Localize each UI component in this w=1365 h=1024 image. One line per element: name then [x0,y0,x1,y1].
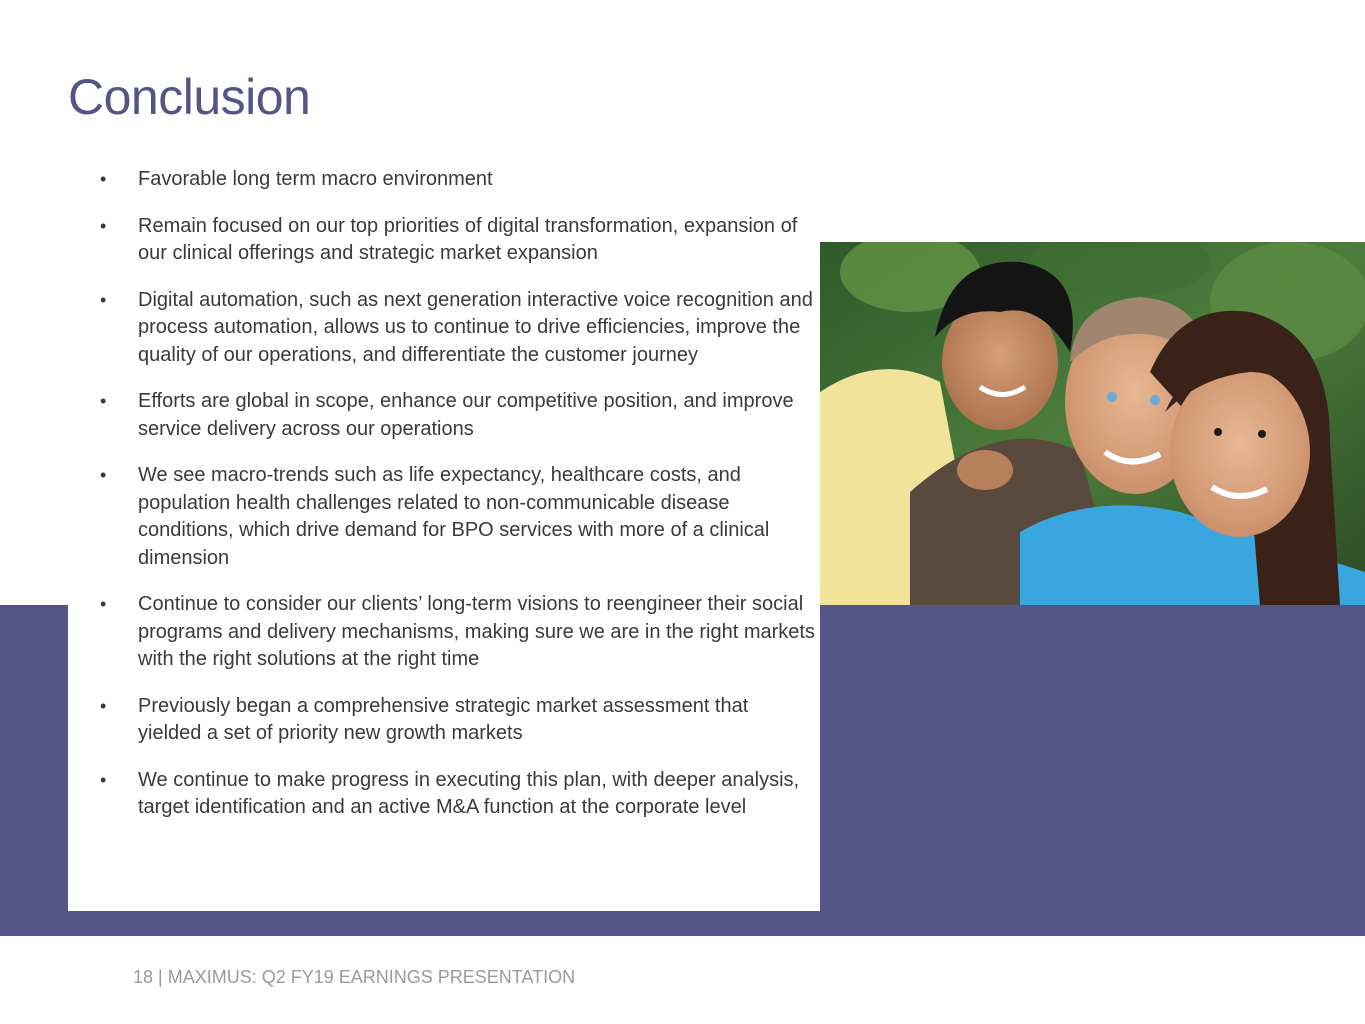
bullet-text: Previously began a comprehensive strategic market assessment that yielded a set of priority new growth markets [138,694,749,744]
bullet-text: Continue to consider our clients’ long-term visions to reengineer their social programs and delivery mechanisms, making sure we are in the right markets with the right solutions at the right time [138,593,815,670]
bullet-icon: • [100,215,107,236]
bullet-item [100,166,815,194]
bullet-icon: • [100,465,107,485]
bullet-item [100,693,815,748]
bullet-icon: • [100,289,107,310]
bullet-item [100,591,815,674]
family-photo [820,242,1365,605]
bullet-text: Digital automation, such as next generation interactive voice recognition and process automation, allows us to continue to drive efficiencies, improve the quality of our operations, and differentiate the customer journey [138,288,813,366]
slide-footer: 18 | MAXIMUS: Q2 FY19 EARNINGS PRESENTATION [133,967,576,987]
bullet-icon: • [100,769,107,790]
bullet-item [100,213,815,268]
bullet-text: We see macro-trends such as life expectancy, healthcare costs, and population health challenges related to non-communicable disease conditions, which drive demand for BPO services with more of a clinical dimension [138,464,770,569]
bullet-icon: • [100,594,107,614]
bullet-text: Efforts are global in scope, enhance our competitive position, and improve service delivery across our operations [138,390,794,440]
bullet-icon: • [100,695,107,716]
bullet-icon: • [100,391,107,411]
bullet-text: Remain focused on our top priorities of digital transformation, expansion of our clinical offerings and strategic market expansion [138,214,798,264]
bullet-item [100,462,815,572]
bullet-text: Favorable long term macro environment [138,168,493,190]
bullet-list [100,166,815,841]
bullet-item [100,388,815,443]
bullet-item [100,767,815,822]
slide-title: Conclusion [68,69,311,125]
bullet-item [100,287,815,370]
bullet-text: We continue to make progress in executing this plan, with deeper analysis, target identification and an active M&A function at the corporate level [138,768,800,818]
bullet-icon: • [100,169,107,189]
